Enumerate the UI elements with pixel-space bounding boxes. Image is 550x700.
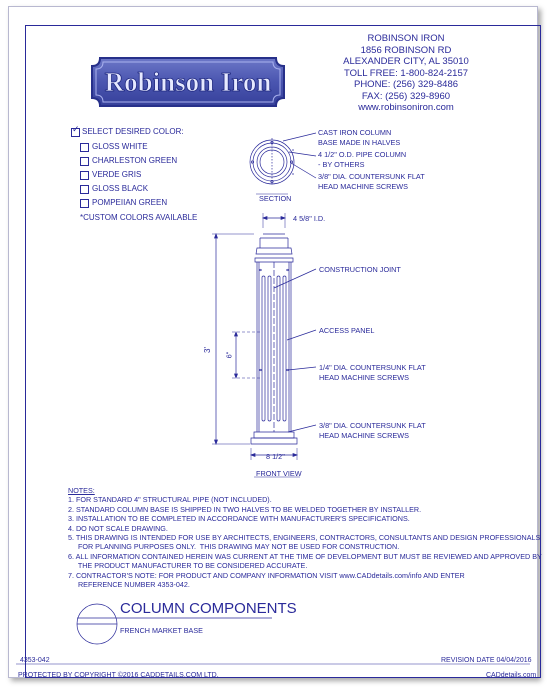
caddetails-link[interactable]: CADdetails.com xyxy=(486,672,537,679)
note-line: 2. STANDARD COLUMN BASE IS SHIPPED IN TWO HALVES TO BE WELDED TOGETHER BY INSTALLER. xyxy=(68,504,422,514)
note-line: REFERENCE NUMBER 4353-042. xyxy=(68,580,190,590)
front-view xyxy=(212,213,316,477)
section-callouts xyxy=(318,128,425,191)
callout-text: - BY OTHERS xyxy=(318,159,365,169)
callout-three-eighths-screws xyxy=(319,421,426,440)
company-line: 1856 ROBINSON RD xyxy=(360,44,452,56)
company-line: ALEXANDER CITY, AL 35010 xyxy=(343,56,469,67)
note-line: THE PRODUCT MANUFACTURER TO BE CONSIDERED ACCURATE. xyxy=(68,561,308,571)
callout-text: HEAD MACHINE SCREWS xyxy=(319,372,410,382)
section-view xyxy=(250,133,316,194)
color-option: GLOSS BLACK xyxy=(92,184,149,193)
company-line: PHONE: (256) 329-8486 xyxy=(353,79,459,90)
check-mark-icon: ✓ xyxy=(72,124,80,134)
callout-text: HEAD MACHINE SCREWS xyxy=(319,430,410,440)
color-option: POMPEIIAN GREEN xyxy=(92,198,168,207)
callout-text: 3/8" DIA. COUNTERSUNK FLAT xyxy=(319,421,426,430)
copyright-notice: PROTECTED BY COPYRIGHT ©2016 CADDETAILS.COM LTD. xyxy=(18,672,219,679)
company-line: ROBINSON IRON xyxy=(367,33,445,44)
section-label: SECTION xyxy=(259,194,292,203)
note-line: 5. THIS DRAWING IS INTENDED FOR USE BY ARCHITECTS, ENGINEERS, CONTRACTORS, CONSULTANTS AND DESIGN PROFESSIONALS xyxy=(68,533,541,543)
callout-text: 4 1/2" O.D. PIPE COLUMN xyxy=(318,150,407,159)
note-line: 1. FOR STANDARD 4" STRUCTURAL PIPE (NOT INCLUDED). xyxy=(68,495,272,505)
color-option: GLOSS WHITE xyxy=(92,142,148,151)
company-line: TOLL FREE: 1-800-824-2157 xyxy=(343,67,469,79)
callout-quarter-inch-screws xyxy=(319,363,426,382)
custom-colors-note: *CUSTOM COLORS AVAILABLE xyxy=(80,213,198,222)
drawing-subtitle: FRENCH MARKET BASE xyxy=(120,626,203,635)
callout-text: 3/8" DIA. COUNTERSUNK FLAT xyxy=(318,172,425,181)
color-option: VERDE GRIS xyxy=(92,170,142,179)
inside-diameter-dimension: 4 5/8" I.D. xyxy=(293,214,326,223)
callout-text: BASE MADE IN HALVES xyxy=(318,137,401,147)
panel-dimension: 6" xyxy=(224,351,234,359)
note-line: 3. INSTALLATION TO BE COMPLETED IN ACCORDANCE WITH MANUFACTURER'S SPECIFICATIONS. xyxy=(68,514,410,524)
company-website: www.robinsoniron.com xyxy=(358,102,454,113)
note-line: 4. DO NOT SCALE DRAWING. xyxy=(68,523,168,533)
callout-access-panel: ACCESS PANEL xyxy=(319,326,375,335)
notes-heading: NOTES: xyxy=(68,486,95,495)
notes-block xyxy=(68,486,542,589)
note-line: 7. CONTRACTOR'S NOTE: FOR PRODUCT AND COMPANY INFORMATION VISIT www.CADdetails.com/info AND ENTER xyxy=(68,570,465,580)
callout-text: CAST IRON COLUMN xyxy=(318,128,392,137)
callout-construction-joint: CONSTRUCTION JOINT xyxy=(319,265,401,274)
company-line: FAX: (256) 329-8960 xyxy=(361,90,451,102)
svg-text:Robinson Iron: Robinson Iron xyxy=(104,67,272,97)
front-view-label: FRONT VIEW xyxy=(256,469,302,478)
height-dimension: 3' xyxy=(202,347,212,353)
drawing-number: 4353-042 xyxy=(20,657,50,664)
note-line: FOR PLANNING PURPOSES ONLY. THIS DRAWING MAY NOT BE USED FOR CONSTRUCTION. xyxy=(68,542,400,552)
revision-date: REVISION DATE 04/04/2016 xyxy=(441,657,532,664)
callout-text: 1/4" DIA. COUNTERSUNK FLAT xyxy=(319,363,426,372)
color-option: CHARLESTON GREEN xyxy=(92,156,178,165)
note-line: 6. ALL INFORMATION CONTAINED HEREIN WAS CURRENT AT THE TIME OF DEVELOPMENT BUT MUST BE REVIEWED AND APPROVED BY xyxy=(68,551,542,561)
drawing-title: COLUMN COMPONENTS xyxy=(120,600,297,617)
color-heading: SELECT DESIRED COLOR: xyxy=(82,127,184,136)
callout-text: HEAD MACHINE SCREWS xyxy=(318,181,409,191)
width-dimension: 8 1/2" xyxy=(266,452,285,461)
